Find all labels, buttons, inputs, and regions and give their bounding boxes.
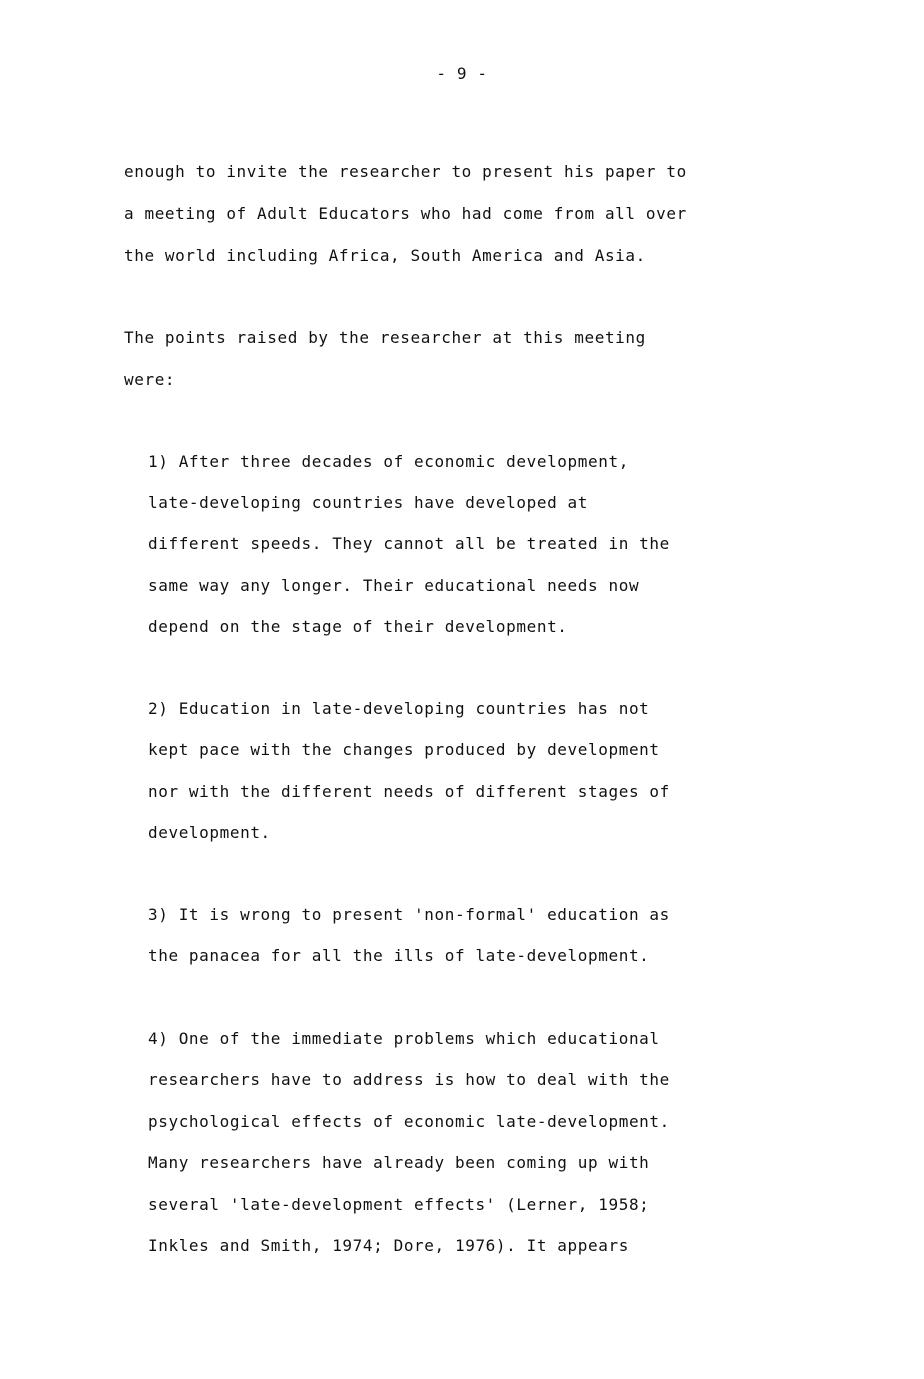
text-line: The points raised by the researcher at this meeting (124, 328, 646, 347)
page-number: - 9 - (436, 64, 488, 83)
text-line: were: (124, 370, 176, 389)
text-line: psychological effects of economic late-development. (148, 1112, 670, 1131)
text-line: nor with the different needs of different stages of (148, 782, 670, 801)
text-line: 4) One of the immediate problems which educational (148, 1029, 660, 1048)
text-line: 2) Education in late-developing countries has not (148, 699, 650, 718)
text-line: several 'late-development effects' (Lerner, 1958; (148, 1195, 650, 1214)
text-line: researchers have to address is how to deal with the (148, 1070, 670, 1089)
text-line: Many researchers have already been coming up with (148, 1153, 650, 1172)
text-line: a meeting of Adult Educators who had come from all over (124, 204, 687, 223)
text-line: enough to invite the researcher to present his paper to (124, 162, 687, 181)
text-line: 3) It is wrong to present 'non-formal' education as (148, 905, 670, 924)
text-line: kept pace with the changes produced by development (148, 740, 660, 759)
text-line: same way any longer. Their educational needs now (148, 576, 640, 595)
text-line: depend on the stage of their development. (148, 617, 568, 636)
text-line: Inkles and Smith, 1974; Dore, 1976). It appears (148, 1236, 629, 1255)
text-line: different speeds. They cannot all be treated in the (148, 534, 670, 553)
text-line: 1) After three decades of economic development, (148, 452, 629, 471)
text-line: the panacea for all the ills of late-development. (148, 946, 650, 965)
text-line: the world including Africa, South America and Asia. (124, 246, 646, 265)
text-line: late-developing countries have developed at (148, 493, 589, 512)
text-line: development. (148, 823, 271, 842)
